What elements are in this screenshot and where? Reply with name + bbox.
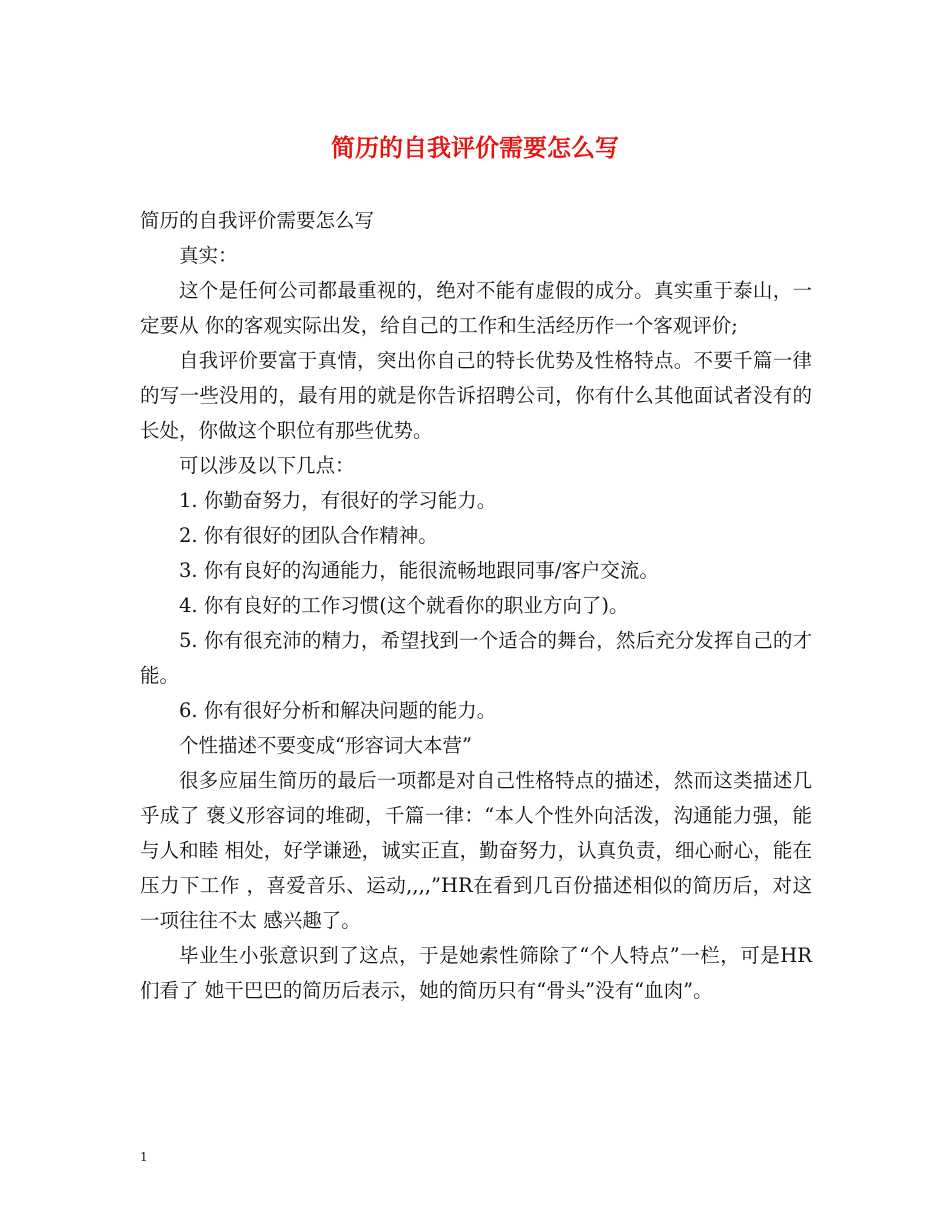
document-body [140, 203, 812, 1008]
list-item: 3. 你有良好的沟通能力，能很流畅地跟同事/客户交流。 [179, 559, 659, 582]
paragraph-label-truth: 真实： [179, 244, 238, 267]
paragraph: 自我评价要富于真情，突出你自己的特长优势及性格特点。不要千篇一律的写一些没用的，最有用的就是你告诉招聘公司，你有什么其他面试者没有的长处，你做这个职位有那些优势。 [140, 349, 812, 442]
list-item: 5. 你有很充沛的精力，希望找到一个适合的舞台，然后充分发挥自己的才能。 [140, 629, 812, 687]
list-item: 4. 你有良好的工作习惯(这个就看你的职业方向了)。 [179, 594, 629, 617]
document-title: 简历的自我评价需要怎么写 [331, 133, 619, 162]
list-item: 6. 你有很好分析和解决问题的能力。 [179, 699, 497, 722]
paragraph: 可以涉及以下几点： [179, 454, 355, 477]
paragraph: 毕业生小张意识到了这点，于是她索性筛除了“个人特点”一栏，可是HR们看了 她干巴巴的简历后表示，她的简历只有“骨头”没有“血肉”。 [140, 944, 812, 1002]
paragraph: 这个是任何公司都最重视的，绝对不能有虚假的成分。真实重于泰山，一定要从 你的客观实际出发，给自己的工作和生活经历作一个客观评价; [140, 279, 812, 337]
list-item: 1. 你勤奋努力，有很好的学习能力。 [179, 489, 497, 512]
page-number: 1 [140, 1150, 148, 1164]
paragraph-heading: 简历的自我评价需要怎么写 [140, 209, 375, 232]
list-item: 2. 你有很好的团队合作精神。 [179, 524, 438, 547]
paragraph: 很多应届生简历的最后一项都是对自己性格特点的描述，然而这类描述几乎成了 褒义形容词的堆砌，千篇一律：“本人个性外向活泼，沟通能力强，能与人和睦 相处，好学谦逊，诚实正直，勤奋努力，认真负责，细心耐心，能在压力下工作 ，喜爱音乐、运动,,,,”HR在看到几百份描述相似的简历后，对这一项往往不太 感兴趣了。 [140, 769, 812, 932]
section-heading: 个性描述不要变成“形容词大本营” [179, 734, 472, 757]
